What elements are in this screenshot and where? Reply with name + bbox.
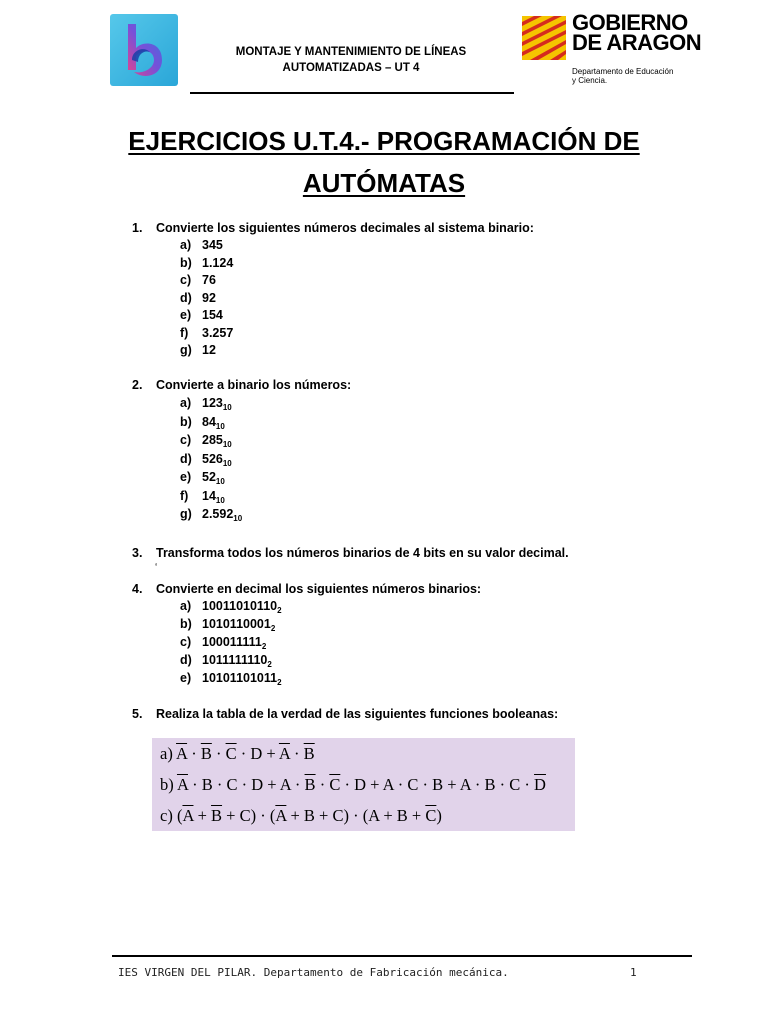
page-number: 1 (630, 966, 637, 979)
negated-variable: $\overline{B}$ (304, 775, 316, 794)
item-letter: c) (180, 635, 192, 649)
negated-variable: $\overline{C}$ (225, 744, 237, 763)
item-letter: d) (180, 451, 192, 466)
title-line-1: EJERCICIOS U.T.4.- PROGRAMACIÓN DE (128, 126, 640, 156)
header-divider (190, 92, 514, 94)
item-value: 1.124 (202, 255, 234, 270)
item-letter: e) (180, 671, 192, 685)
expression-segment: ) (436, 806, 442, 825)
boolean-function-b (160, 775, 546, 795)
exercise-number: 4. (132, 582, 143, 596)
footer-text: IES VIRGEN DEL PILAR. Departamento de Fabricación mecánica. (118, 966, 509, 979)
item-value: 12 (202, 343, 216, 357)
negated-variable: $\overline{B}$ (200, 744, 212, 763)
exercise-text: Transforma todos los números binarios de 4 bits en su valor decimal. (156, 546, 569, 560)
item-letter: g) (180, 343, 192, 357)
expression-segment: · (211, 744, 226, 763)
expression-segment: c) ( (160, 806, 183, 825)
stray-mark: ‘ (155, 562, 158, 573)
exercise-number: 5. (132, 707, 143, 721)
exercise-number: 3. (132, 546, 143, 560)
item-value: $14_{10}$ (202, 488, 225, 505)
item-letter: b) (180, 617, 192, 631)
item-letter: b) (180, 414, 192, 429)
expression-segment: · (315, 775, 330, 794)
expression-segment: · D + A · C · B + A · B · C · (340, 775, 535, 794)
negated-variable: $\overline{A}$ (176, 775, 188, 794)
item-letter: f) (180, 488, 189, 503)
expression-segment: a) (160, 744, 177, 763)
exercise-text: Convierte en decimal los siguientes números binarios: (156, 582, 482, 596)
item-value: $10101101011_2$ (202, 671, 282, 687)
exercise-text: Convierte los siguientes números decimales al sistema binario: (156, 221, 534, 235)
item-value: $285_{10}$ (202, 433, 232, 449)
item-letter: a) (180, 599, 192, 613)
item-value: $52_{10}$ (202, 470, 225, 486)
negated-variable: $\overline{B}$ (303, 744, 315, 763)
negated-variable: $\overline{C}$ (329, 775, 341, 794)
expression-segment: b) (160, 775, 177, 794)
expression-segment: · D + (236, 744, 279, 763)
item-letter: a) (180, 396, 192, 410)
exercise-text: Realiza la tabla de la verdad de las siguientes funciones booleanas: (156, 707, 559, 721)
gov-name-line-2: DE ARAGON (572, 30, 702, 55)
course-line-2: AUTOMATIZADAS – UT 4 (282, 62, 420, 74)
aragon-flag-icon (522, 16, 566, 60)
gov-dept-line-2: y Ciencia. (572, 76, 608, 85)
item-letter: b) (180, 255, 192, 270)
expression-segment: · B · C · D + A · (187, 775, 305, 794)
item-value: $1011111110_2$ (202, 653, 272, 669)
page-footer (118, 966, 648, 979)
item-value: 3.257 (202, 325, 234, 340)
boolean-function-c (160, 806, 442, 826)
expression-segment: + (193, 806, 212, 825)
item-letter: g) (180, 507, 192, 521)
item-letter: d) (180, 290, 192, 305)
item-letter: f) (180, 325, 189, 340)
gov-name-line-1: GOBIERNO (572, 10, 688, 35)
item-value: $84_{10}$ (202, 414, 225, 431)
negated-variable: $\overline{A}$ (182, 806, 194, 825)
item-value: 345 (202, 238, 223, 252)
item-value: 92 (202, 290, 216, 305)
expression-segment: · (289, 744, 304, 763)
item-value: $2.592_{10}$ (202, 507, 243, 523)
item-value: $526_{10}$ (202, 451, 232, 468)
item-value: $100011111_2$ (202, 635, 267, 651)
item-value: $10011010110_2$ (202, 599, 282, 615)
item-value: 76 (202, 273, 216, 287)
item-value: $123_{10}$ (202, 396, 232, 412)
page-title (100, 120, 668, 204)
item-letter: c) (180, 433, 192, 447)
boolean-functions-box (152, 738, 575, 831)
item-letter: a) (180, 238, 192, 252)
negated-variable: $\overline{B}$ (211, 806, 223, 825)
negated-variable: $\overline{A}$ (278, 744, 290, 763)
school-logo (110, 14, 178, 86)
negated-variable: $\overline{D}$ (534, 775, 546, 794)
footer-divider (112, 955, 692, 957)
gov-dept-line-1: Departamento de Educación (572, 67, 674, 76)
exercise-number: 1. (132, 221, 143, 235)
course-header (190, 44, 512, 76)
item-value: 154 (202, 308, 223, 322)
title-line-2: AUTÓMATAS (302, 168, 466, 198)
gobierno-aragon-logo (522, 10, 722, 92)
exercise-text: Convierte a binario los números: (156, 378, 352, 392)
negated-variable: $\overline{A}$ (275, 806, 287, 825)
item-value: $1010110001_2$ (202, 617, 276, 633)
course-line-1: MONTAJE Y MANTENIMIENTO DE LÍNEAS (235, 46, 467, 58)
item-letter: d) (180, 653, 192, 667)
item-letter: e) (180, 308, 192, 322)
expression-segment: + C) · ( (222, 806, 276, 825)
expression-segment: + B + C) · (A + B + (286, 806, 426, 825)
negated-variable: $\overline{C}$ (425, 806, 437, 825)
item-letter: c) (180, 273, 192, 287)
boolean-function-a (160, 744, 315, 764)
item-letter: e) (180, 470, 192, 484)
exercise-number: 2. (132, 378, 143, 392)
expression-segment: · (187, 744, 201, 763)
negated-variable: $\overline{A}$ (176, 744, 188, 763)
